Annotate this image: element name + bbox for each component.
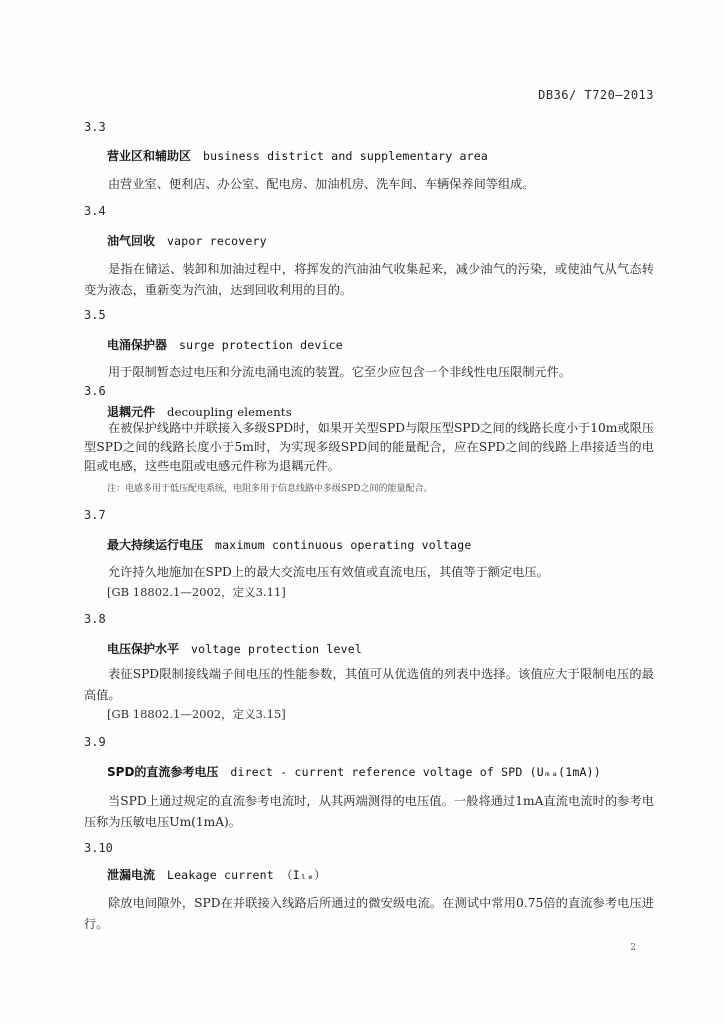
term-heading [107,866,326,883]
section-number: 3.8 [84,612,106,626]
term-chinese: 油气回收 [107,234,156,248]
term-heading [107,403,292,420]
term-definition: 允许持久地施加在SPD上的最大交流电压有效值或直流电压，其值等于额定电压。 [108,565,549,579]
term-note: 注：电感多用于低压配电系统，电阻多用于信息线路中多级SPD之间的能量配合。 [107,484,433,494]
term-definition: 当SPD上通过规定的直流参考电流时，从其两端测得的电压值。一般将通过1mA直流电流时的参考电压称为压敏电压Um(1mA)。 [84,794,654,829]
term-chinese: 泄漏电流 [107,868,156,882]
term-english: direct - current reference voltage of SPD (Uₘₐ(1mA)) [230,765,601,779]
section-number: 3.9 [84,735,106,749]
term-english: voltage protection level [191,642,362,656]
term-english: maximum continuous operating voltage [215,538,472,552]
term-english: vapor recovery [167,234,267,248]
section-number: 3.10 [84,841,113,855]
term-definition: 由营业室、便利店、办公室、配电房、加油机房、洗车间、车辆保养间等组成。 [108,177,535,191]
section-number: 3.4 [84,204,106,218]
term-chinese: 营业区和辅助区 [107,149,192,163]
term-chinese: 退耦元件 [107,405,156,419]
term-heading [107,763,601,780]
term-heading [107,336,343,353]
term-chinese: 电涌保护器 [107,338,168,352]
section-number: 3.6 [84,384,106,398]
term-definition: 在被保护线路中并联接入多级SPD时，如果开关型SPD与限压型SPD之间的线路长度小于10m或限压型SPD之间的线路长度小于5m时，为实现多级SPD间的能量配合，应在SPD之间的线路上串接适当的电阻或电感，这些电阻或电感元件称为退耦元件。 [84,421,654,473]
section-number: 3.3 [84,120,106,134]
term-reference: [GB 18802.1—2002，定义3.15] [107,707,286,721]
term-heading [107,536,471,553]
term-chinese: SPD的直流参考电压 [107,765,219,779]
term-definition: 是指在储运、装卸和加油过程中，将挥发的汽油油气收集起来，减少油气的污染，或使油气从气态转变为液态，重新变为汽油，达到回收利用的目的。 [84,262,654,297]
document-code: DB36/ T720—2013 [538,88,654,102]
term-english: Leakage current （Iₗₑ） [167,868,326,882]
term-heading [107,640,362,657]
term-heading [107,232,267,249]
term-english: decoupling elements [167,405,292,419]
term-definition: 表征SPD限制接线端子间电压的性能参数，其值可从优选值的列表中选择。该值应大于限制电压的最高值。 [84,667,654,702]
page-number: 2 [630,943,636,953]
term-english: business district and supplementary area [203,149,488,163]
term-definition: 除放电间隙外，SPD在并联接入线路后所通过的微安级电流。在测试中常用0.75倍的直流参考电压进行。 [84,896,654,931]
term-definition: 用于限制暂态过电压和分流电涌电流的装置。它至少应包含一个非线性电压限制元件。 [108,365,572,379]
section-number: 3.7 [84,508,106,522]
term-english: surge protection device [179,338,343,352]
term-reference: [GB 18802.1—2002，定义3.11] [107,585,286,599]
term-chinese: 电压保护水平 [107,642,180,656]
term-heading [107,147,488,164]
term-chinese: 最大持续运行电压 [107,538,204,552]
section-number: 3.5 [84,308,106,322]
